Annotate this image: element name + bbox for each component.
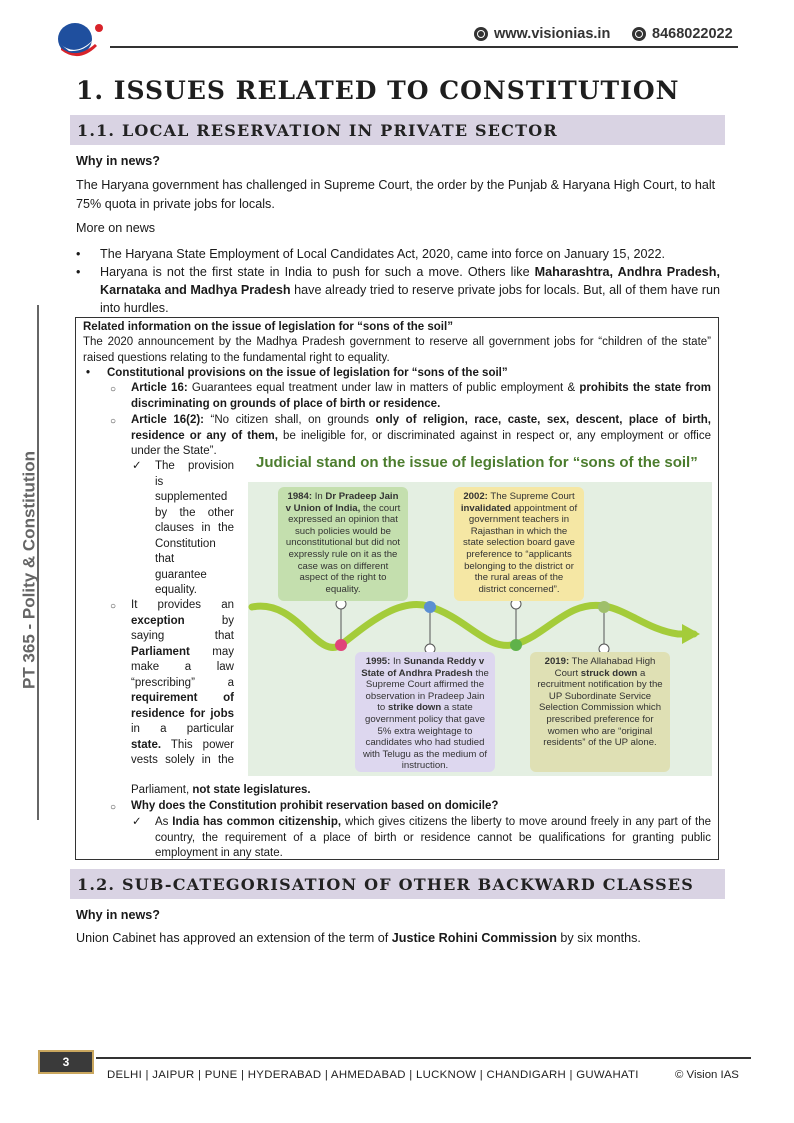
text-line: in a particular xyxy=(131,723,234,735)
text-line: vests solely in the xyxy=(131,754,234,766)
text-line: Constitution xyxy=(155,537,216,550)
check2-text: As India has common citizenship, which gives citizens the liberty to move around freely in any part of the country, the requirement of a place of birth or residence cannot be qualifications for granting public employment in any state. xyxy=(155,816,712,859)
text-line: make a law xyxy=(131,661,234,673)
footer-cities: DELHI | JAIPUR | PUNE | HYDERABAD | AHMEDABAD | LUCKNOW | CHANDIGARH | GUWAHATI xyxy=(107,1069,639,1081)
text-line: Parliament may xyxy=(131,645,234,658)
check-icon: ✓ xyxy=(132,816,142,828)
sub-bullet-icon: ○ xyxy=(110,601,117,612)
text-line: It provides an xyxy=(131,599,234,611)
website-text: www.visionias.in xyxy=(494,26,611,42)
text-line: state. This power xyxy=(131,738,234,751)
article-16-2-text: Article 16(2): “No citizen shall, on grounds only of religion, race, caste, sex, descent, place of birth, residence or any of them, be ineligible for, or discriminated against in respect or, any employment or office under the State”. xyxy=(131,414,711,457)
header-divider xyxy=(110,46,738,48)
card-1984: 1984: In Dr Pradeep Jain v Union of India, the court expressed an opinion that such policies would be unconstitutional but did not expressly rule on it as the case was on different aspect of the right to equality. xyxy=(278,487,408,601)
infographic-title-bar: Judicial stand on the issue of legislation for “sons of the soil” xyxy=(248,448,712,482)
text-line: clauses in the xyxy=(155,522,234,534)
card-2002: 2002: The Supreme Court invalidated appointment of government teachers in Rajasthan in which the state selection board gave preference to “applicants belonging to the district or the rural areas of the district concerned”. xyxy=(454,487,584,601)
more-on-news-label: More on news xyxy=(76,221,156,235)
footer-copyright: © Vision IAS xyxy=(675,1069,739,1081)
page-title: 1. ISSUES RELATED TO CONSTITUTION xyxy=(76,76,680,105)
card-2019: 2019: The Allahabad High Court struck down a recruitment notification by the UP Subordinate Service Selection Commission which prescribed preference for women who are “original residents” of the UP alone. xyxy=(530,652,670,772)
text-line: by the other xyxy=(155,506,234,519)
section-2-heading: 1.2. SUB-CATEGORISATION OF OTHER BACKWARD CLASSES xyxy=(70,869,725,899)
check-icon: ✓ xyxy=(132,460,142,472)
list-item: • The Haryana State Employment of Local Candidates Act, 2020, came into force on January 15, 2022. xyxy=(76,247,665,261)
check1-text xyxy=(155,459,234,599)
text-line: exception by xyxy=(131,614,234,627)
text-line: requirement of xyxy=(131,692,234,704)
why-in-news-label-2: Why in news? xyxy=(76,908,160,922)
text-line: that xyxy=(155,553,175,565)
article-16-text: Article 16: Guarantees equal treatment under law in matters of public employment & prohibits the state from discriminating on grounds of place of birth or residence. xyxy=(131,382,711,410)
section-1-heading: 1.1. LOCAL RESERVATION IN PRIVATE SECTOR xyxy=(70,115,725,145)
vision-ias-logo xyxy=(55,18,107,58)
article-16-3-text xyxy=(131,598,234,769)
text-line: equality. xyxy=(155,584,197,596)
sub-bullet-icon: ○ xyxy=(110,416,117,427)
sub-bullet-icon: ○ xyxy=(110,384,117,395)
globe-icon xyxy=(474,27,488,41)
text-line: is xyxy=(155,475,164,488)
judicial-stand-infographic xyxy=(248,448,712,776)
text-line: The provision xyxy=(155,460,234,472)
bullet-dot: • xyxy=(86,367,91,379)
text-line: “prescribing” a xyxy=(131,676,234,689)
text-line: supplemented xyxy=(155,491,228,503)
box-intro: The 2020 announcement by the Madhya Pradesh government to reserve all government jobs for “children of the state” raised questions relating to the fundamental right to equality. xyxy=(83,336,711,364)
text-line: guarantee xyxy=(155,568,207,581)
why-in-news-text: The Haryana government has challenged in Supreme Court, the order by the Punjab & Haryana High Court, to halt 75% quota in private jobs for locals. xyxy=(76,178,716,211)
list-item: • Haryana is not the first state in India to push for such a move. Others like Maharashtra, Andhra Pradesh, Karnataka and Madhya Pradesh have already tried to reserve private jobs for locals. But, all of them have run into hurdles. xyxy=(76,265,720,315)
provisions-heading: Constitutional provisions on the issue of legislation for “sons of the soil” xyxy=(107,367,508,379)
why-prohibit-question: Why does the Constitution prohibit reservation based on domicile? xyxy=(131,800,499,812)
card-1995: 1995: In Sunanda Reddy v State of Andhra Pradesh the Supreme Court affirmed the observation in Pradeep Jain to strike down a state government policy that gave 5% extra weightage to candidates who had studied with Telugu as the medium of instruction. xyxy=(355,652,495,772)
website-link[interactable] xyxy=(474,26,610,42)
page-number: 3 xyxy=(38,1050,94,1074)
phone-text: 8468022022 xyxy=(652,26,733,42)
text-line: residence for jobs xyxy=(131,707,234,720)
sub-bullet-icon: ○ xyxy=(110,802,117,813)
section-2-text: Union Cabinet has approved an extension of the term of Justice Rohini Commission by six months. xyxy=(76,931,641,945)
why-in-news-label: Why in news? xyxy=(76,154,160,168)
article-16-3-last: Parliament, not state legislatures. xyxy=(131,784,311,796)
footer-divider xyxy=(96,1057,751,1059)
box-heading: Related information on the issue of legislation for “sons of the soil” xyxy=(83,321,453,333)
text-line: saying that xyxy=(131,630,234,642)
phone-icon xyxy=(632,27,646,41)
phone-contact xyxy=(632,26,733,42)
